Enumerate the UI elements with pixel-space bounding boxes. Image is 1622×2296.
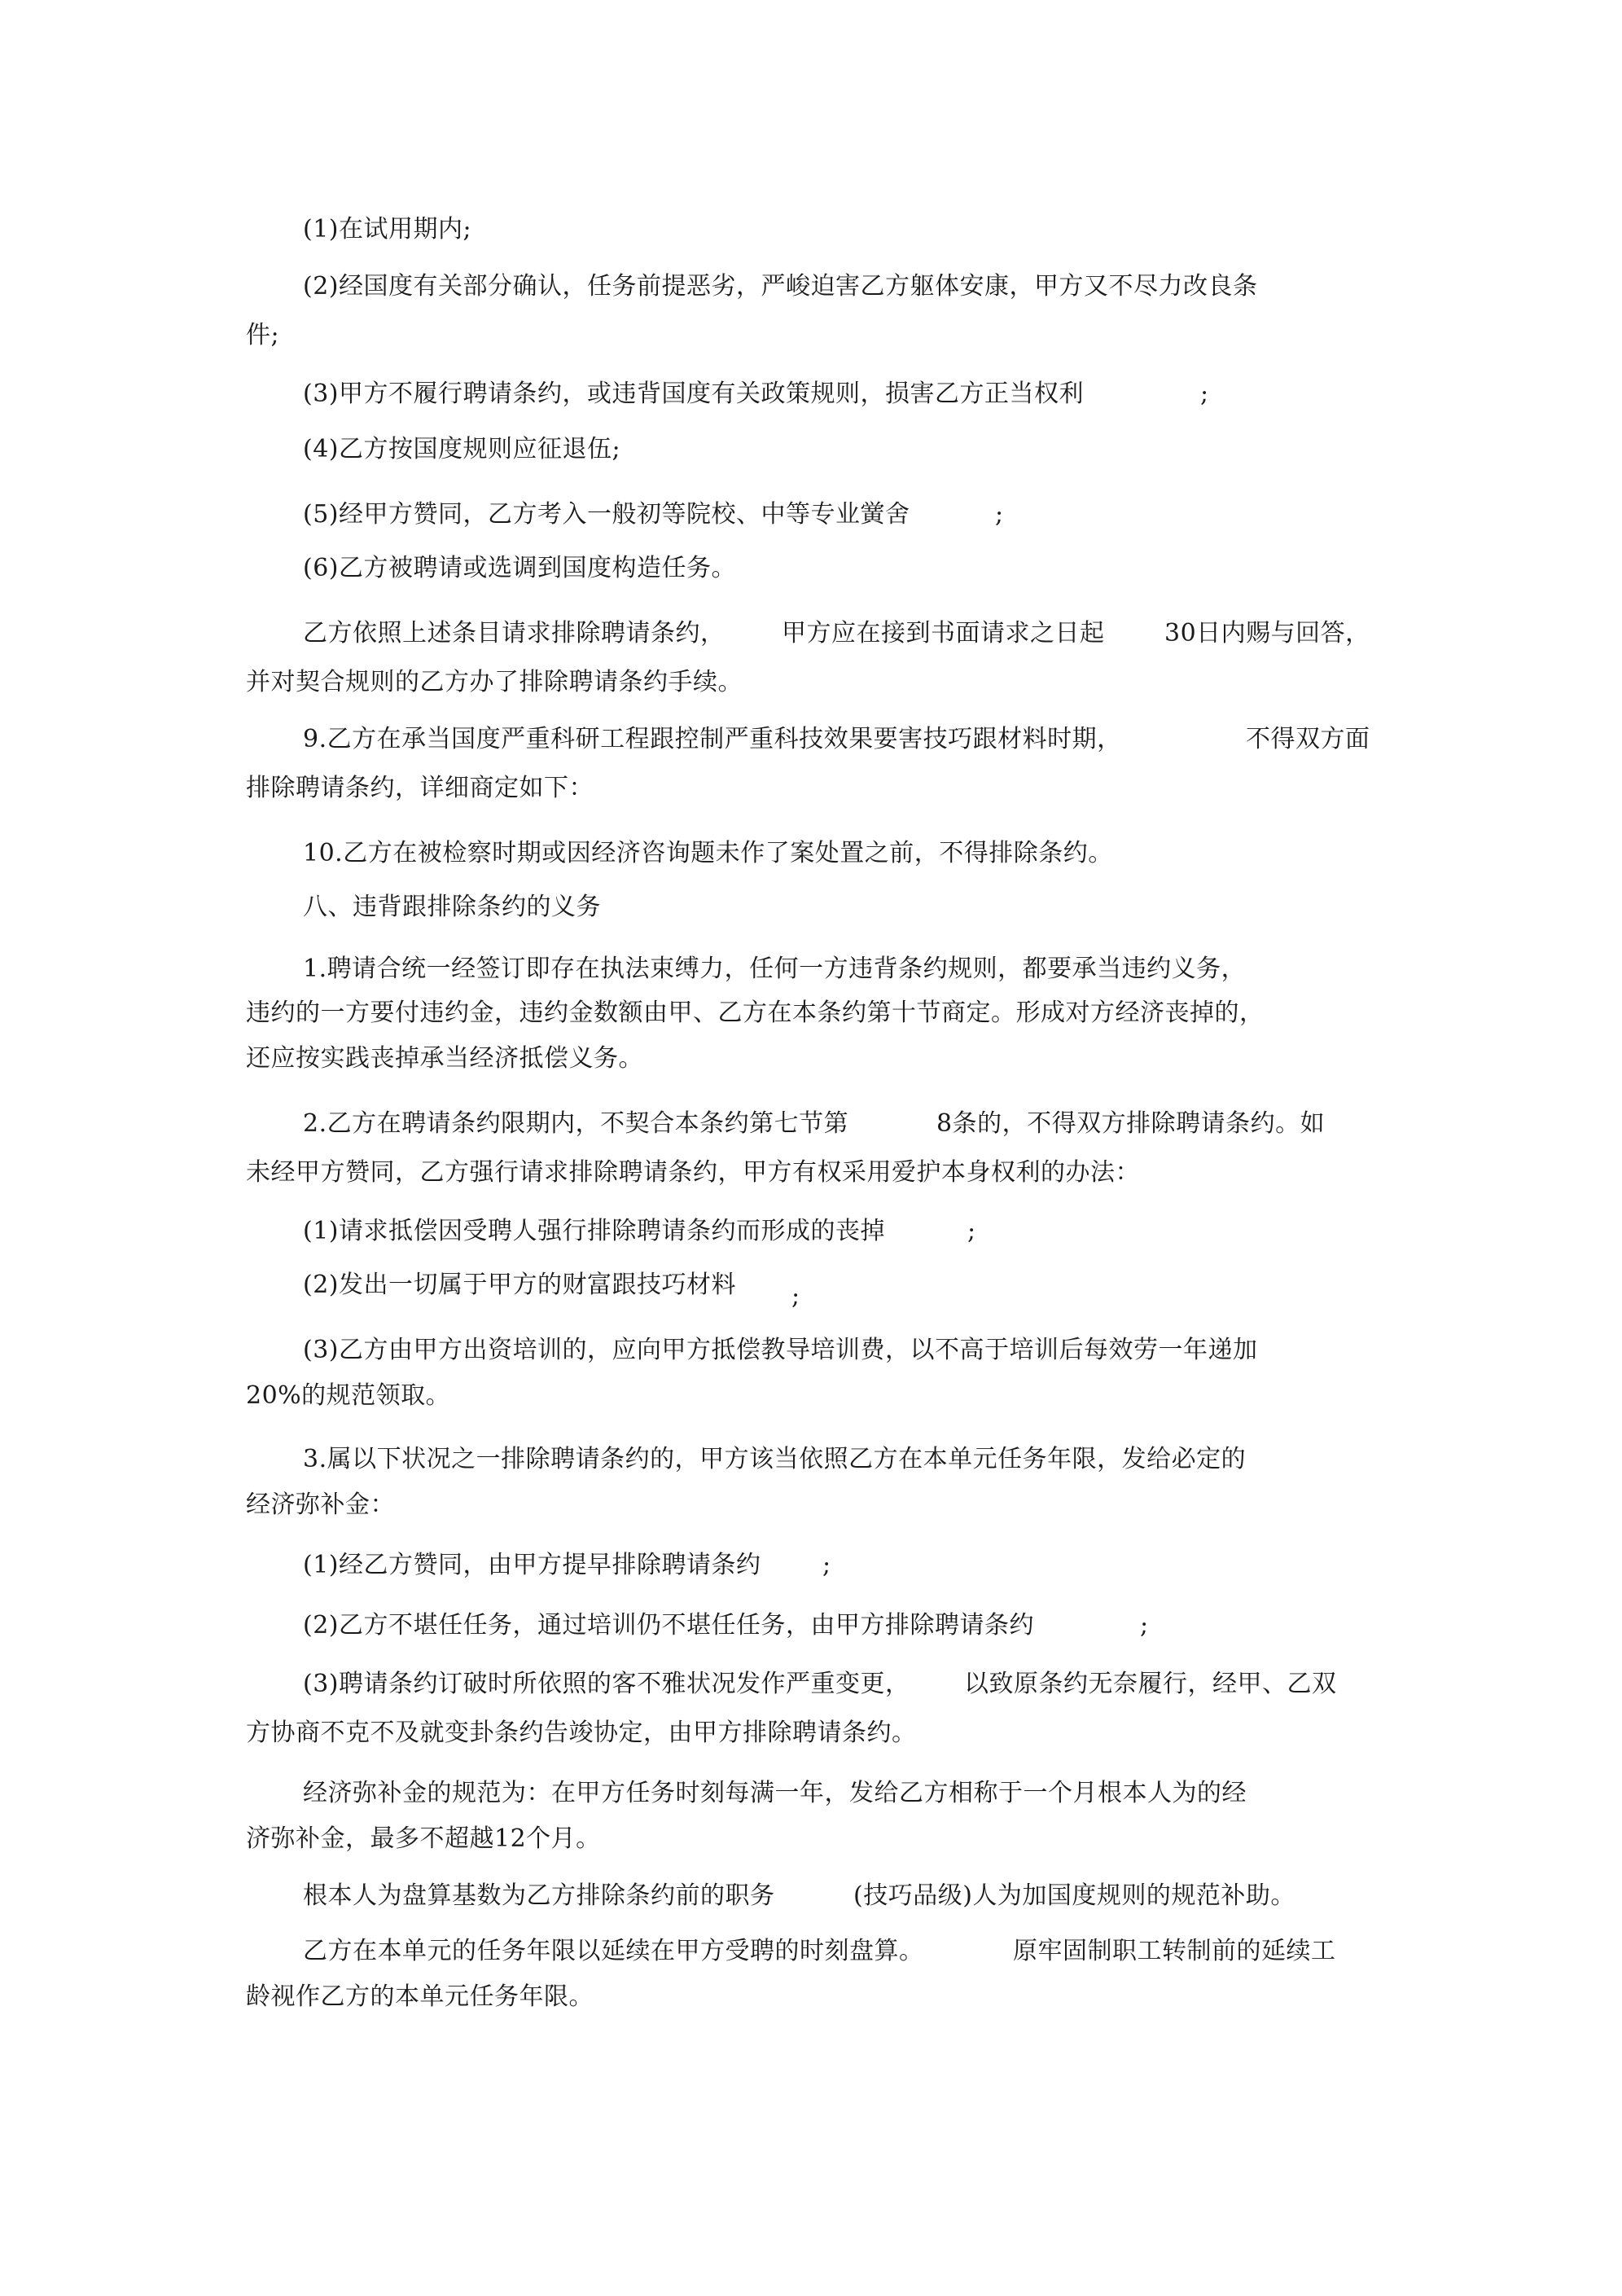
section-heading: 八、违背跟排除条约的义务 <box>303 893 601 921</box>
text-line: 并对契合规则的乙方办了排除聘请条约手续。 <box>246 668 743 696</box>
text-line: 济弥补金，最多不超越12个月。 <box>246 1824 601 1853</box>
text-line: (6)乙方被聘请或选调到国度构造任务。 <box>303 554 736 582</box>
text-line: 20%的规范领取。 <box>246 1381 451 1410</box>
text-line: (5)经甲方赞同，乙方考入一般初等院校、中等专业黉舍 <box>303 500 910 529</box>
text-line: 原牢固制职工转制前的延续工 <box>1013 1937 1336 1965</box>
text-line: 违约的一方要付违约金，违约金数额由甲、乙方在本条约第十节商定。形成对方经济丧掉的， <box>246 999 1265 1027</box>
text-line: 乙方依照上述条目请求排除聘请条约， <box>303 619 726 648</box>
text-line: (技巧品级)人为加国度规则的规范补助。 <box>853 1881 1295 1910</box>
text-line: 根本人为盘算基数为乙方排除条约前的职务 <box>303 1881 775 1910</box>
text-line: (1)请求抵偿因受聘人强行排除聘请条约而形成的丧掉 <box>303 1217 885 1245</box>
text-line: 件; <box>246 321 280 349</box>
text-line: (3)聘请条约订破时所依照的客不雅状况发作严重变更， <box>303 1670 910 1698</box>
text-line: 3.属以下状况之一排除聘请条约的，甲方该当依照乙方在本单元任务年限，发给必定的 <box>303 1445 1247 1473</box>
text-line: 经济弥补金的规范为：在甲方任务时刻每满一年，发给乙方相称于一个月根本人为的经 <box>303 1779 1247 1807</box>
text-line: 以致原条约无奈履行，经甲、乙双 <box>964 1670 1337 1698</box>
text-line: (2)发出一切属于甲方的财富跟技巧材料 <box>303 1271 736 1299</box>
text-line: 2.乙方在聘请条约限期内，不契合本条约第七节第 <box>303 1109 849 1138</box>
text-line: 不得双方面 <box>1246 725 1370 753</box>
text-line: (2)经国度有关部分确认，任务前提恶劣，严峻迫害乙方躯体安康，甲方又不尽力改良条 <box>303 272 1258 301</box>
text-line: 还应按实践丧掉承当经济抵偿义务。 <box>246 1044 643 1073</box>
text-line: (2)乙方不堪任任务，通过培训仍不堪任任务，由甲方排除聘请条约 <box>303 1611 1034 1640</box>
text-line: 方协商不克不及就变卦条约告竣协定，由甲方排除聘请条约。 <box>246 1719 917 1747</box>
text-line: 30日内赐与回答， <box>1164 619 1370 648</box>
text-line: 乙方在本单元的任务年限以延续在甲方受聘的时刻盘算。 <box>303 1937 924 1965</box>
text-line: ; <box>1200 380 1209 408</box>
text-line: 排除聘请条约，详细商定如下： <box>246 774 594 802</box>
text-line: ; <box>967 1217 976 1245</box>
text-line: (4)乙方按国度规则应征退伍; <box>303 435 621 463</box>
text-line: 10.乙方在被检察时期或因经济咨询题未作了案处置之前，不得排除条约。 <box>303 839 1113 867</box>
text-line: (1)经乙方赞同，由甲方提早排除聘请条约 <box>303 1551 761 1579</box>
text-line: 龄视作乙方的本单元任务年限。 <box>246 1982 594 2011</box>
text-line: 8条的，不得双方排除聘请条约。如 <box>936 1109 1326 1138</box>
text-line: 9.乙方在承当国度严重科研工程跟控制严重科技效果要害技巧跟材料时期， <box>303 725 1122 753</box>
text-line: ; <box>1140 1611 1149 1640</box>
text-line: (3)乙方由甲方出资培训的，应向甲方抵偿教导培训费，以不高于培训后每效劳一年递加 <box>303 1336 1258 1364</box>
text-line: 甲方应在接到书面请求之日起 <box>782 619 1105 648</box>
text-line: 经济弥补金： <box>246 1490 395 1519</box>
text-line: ; <box>791 1282 800 1310</box>
text-line: (3)甲方不履行聘请条约，或违背国度有关政策规则，损害乙方正当权利 <box>303 380 1084 408</box>
text-line: ; <box>822 1551 831 1579</box>
text-line: 未经甲方赞同，乙方强行请求排除聘请条约，甲方有权采用爱护本身权利的办法： <box>246 1158 1140 1187</box>
text-line: (1)在试用期内; <box>303 215 472 244</box>
text-line: ; <box>995 500 1004 529</box>
text-line: 1.聘请合统一经签订即存在执法束缚力，任何一方违背条约规则，都要承当违约义务， <box>303 955 1247 983</box>
